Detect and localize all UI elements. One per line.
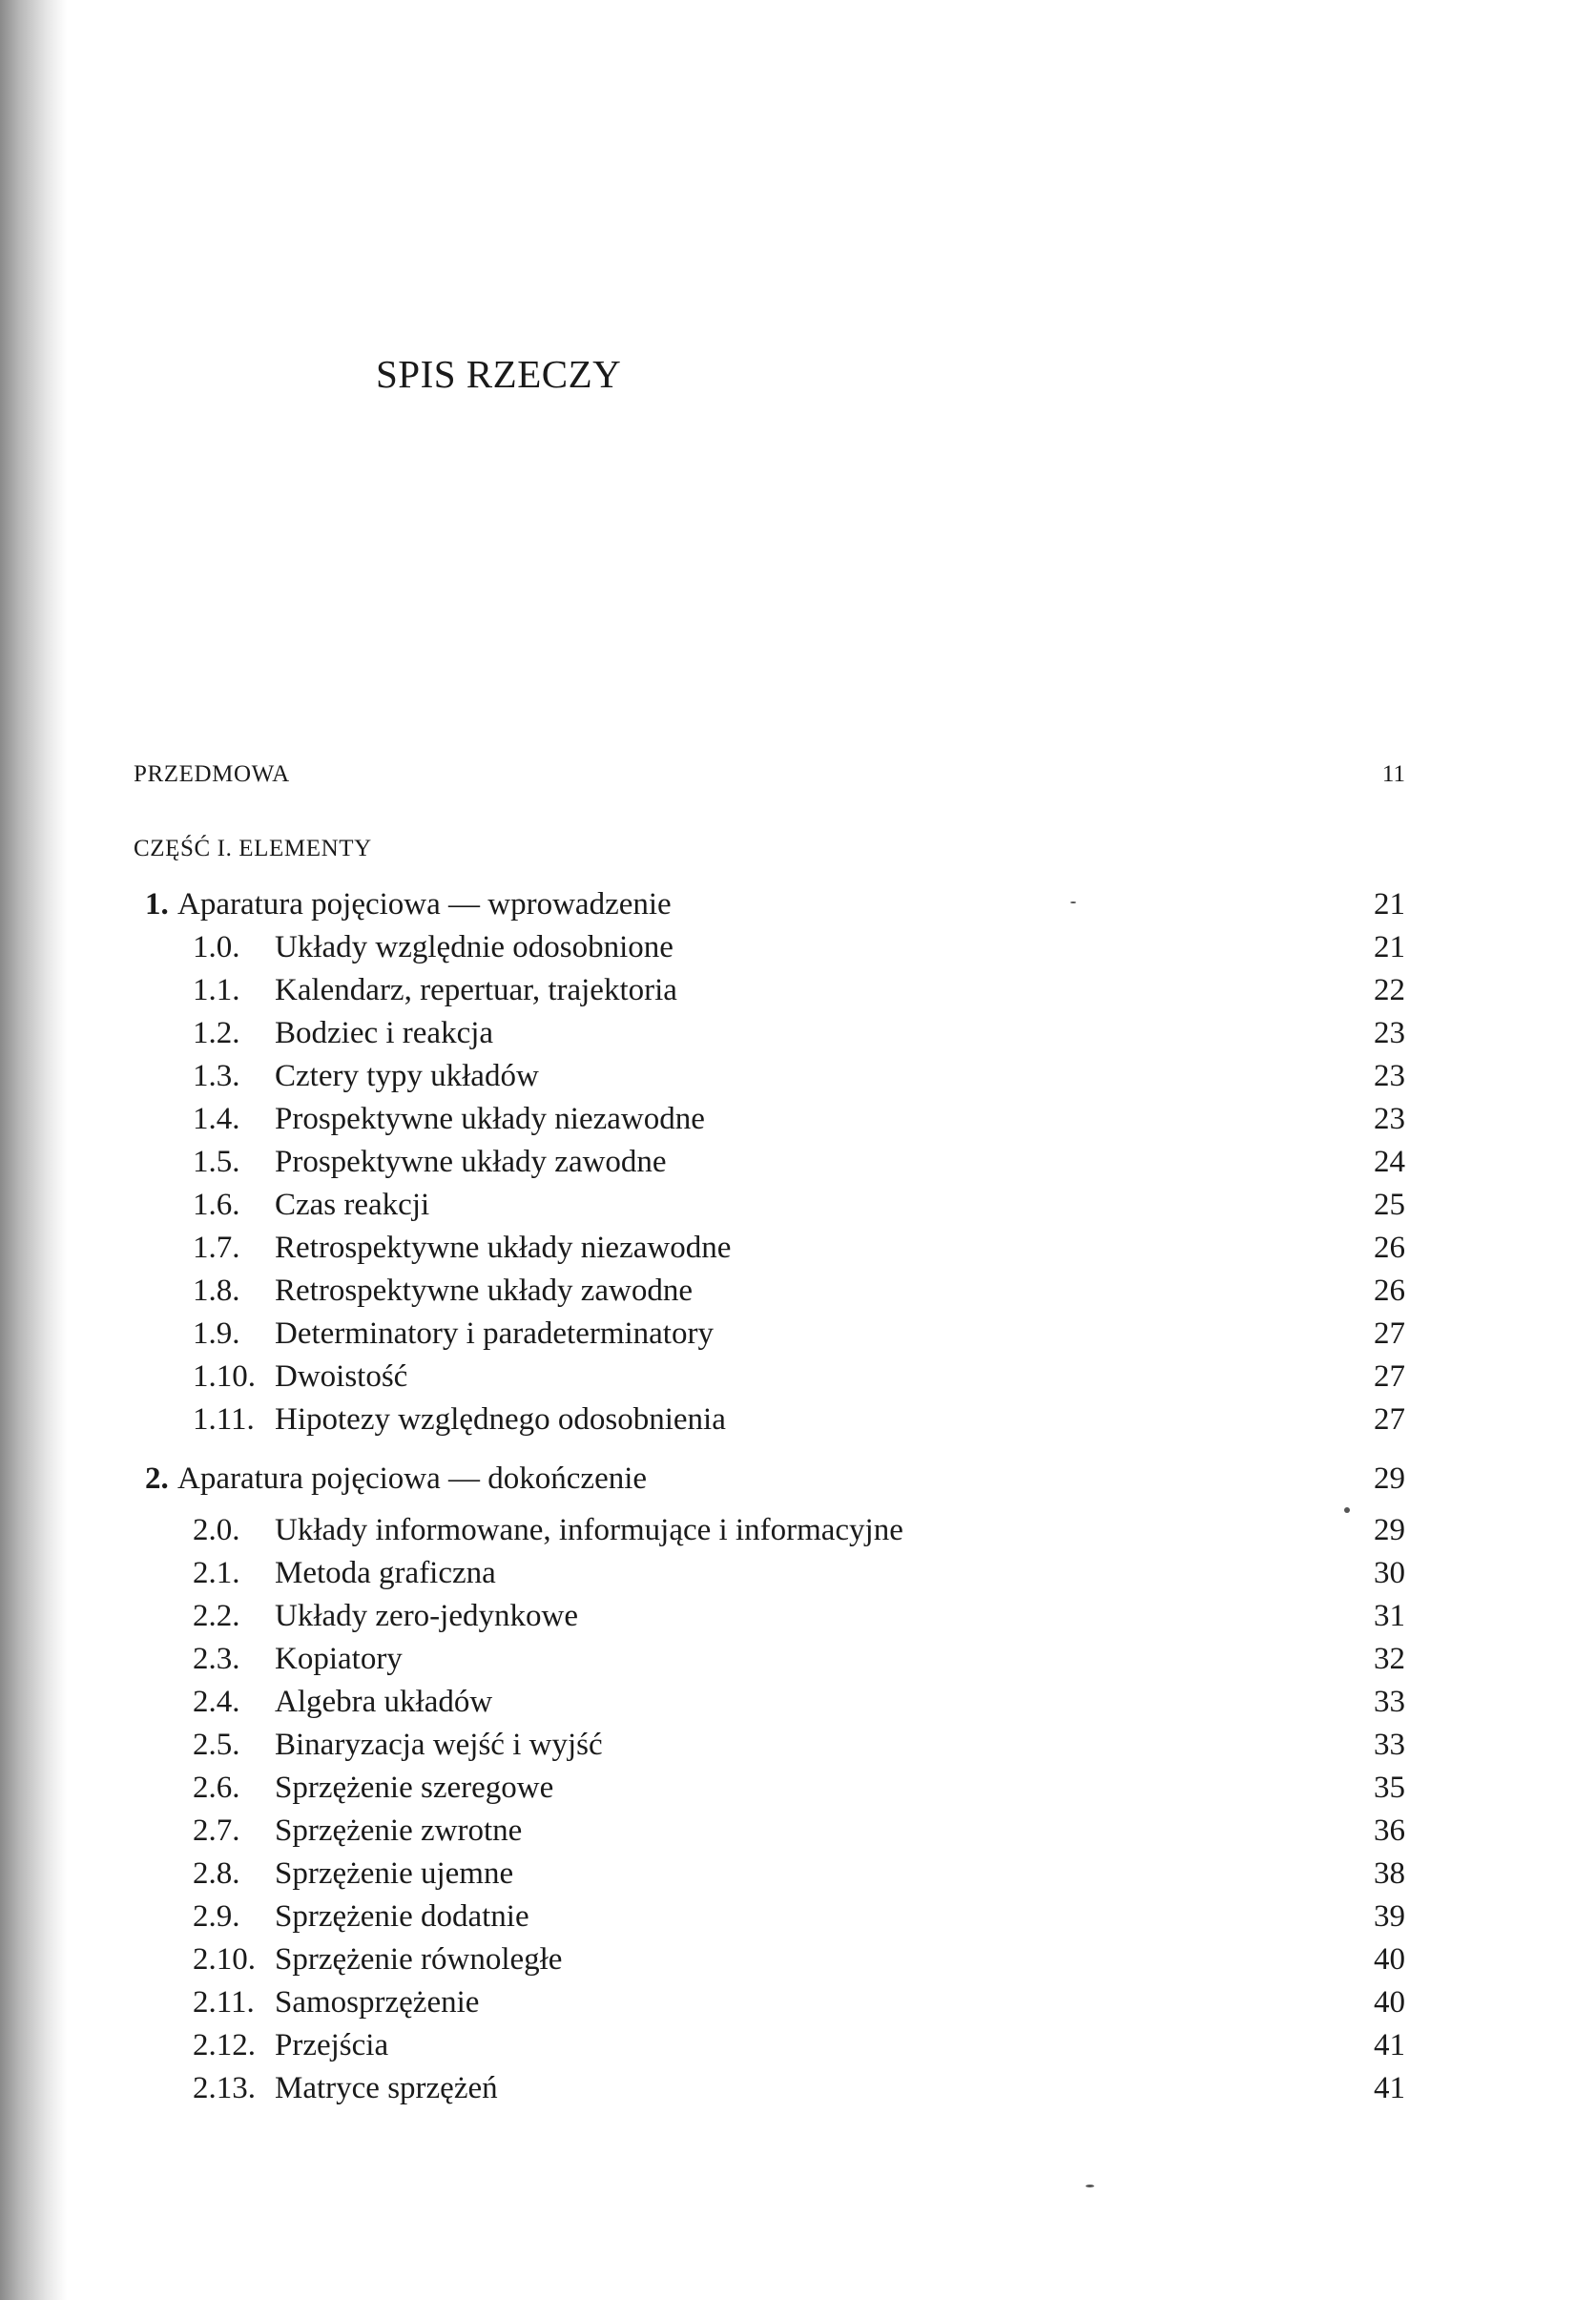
entry-number: 2.5. — [193, 1728, 240, 1762]
entry-number: 1.0. — [193, 930, 240, 964]
toc-entry-1-10[interactable] — [0, 1356, 1596, 1398]
entry-page: 33 — [1374, 1728, 1405, 1762]
toc-entry-2-4[interactable] — [0, 1681, 1596, 1723]
entry-title: Sprzężenie równoległe — [275, 1942, 563, 1977]
entry-number: 2.1. — [193, 1556, 240, 1590]
part-1-label: CZĘŚĆ I. ELEMENTY — [134, 836, 372, 861]
toc-preface[interactable] — [0, 754, 1596, 796]
entry-title: Prospektywne układy niezawodne — [275, 1102, 705, 1136]
entry-page: 27 — [1374, 1402, 1405, 1437]
entry-number: 1.11. — [193, 1402, 255, 1437]
entry-title: Algebra układów — [275, 1685, 493, 1719]
scan-speck — [1086, 2185, 1094, 2187]
toc-entry-1-3[interactable] — [0, 1055, 1596, 1097]
toc-entry-2-3[interactable] — [0, 1638, 1596, 1680]
entry-title: Kopiatory — [275, 1642, 403, 1676]
toc-entry-1-9[interactable] — [0, 1313, 1596, 1355]
entry-number: 2.6. — [193, 1771, 240, 1805]
entry-page: 23 — [1374, 1102, 1405, 1136]
entry-number: 1.6. — [193, 1188, 240, 1222]
toc-entry-2-5[interactable] — [0, 1724, 1596, 1766]
toc-entry-1-5[interactable] — [0, 1141, 1596, 1183]
preface-label: PRZEDMOWA — [134, 761, 290, 787]
entry-number: 2.9. — [193, 1899, 240, 1934]
entry-number: 2.7. — [193, 1813, 240, 1848]
toc-entry-1-1[interactable] — [0, 969, 1596, 1011]
entry-page: 26 — [1374, 1231, 1405, 1265]
entry-number: 2.11. — [193, 1985, 255, 2020]
entry-number: 1.2. — [193, 1016, 240, 1050]
toc-entry-1-6[interactable] — [0, 1184, 1596, 1226]
entry-number: 2.2. — [193, 1599, 240, 1633]
entry-page: 31 — [1374, 1599, 1405, 1633]
entry-number: 1.8. — [193, 1274, 240, 1308]
toc-entry-2-9[interactable] — [0, 1896, 1596, 1937]
entry-number: 2.12. — [193, 2028, 256, 2062]
entry-title: Układy informowane, informujące i informacyjne — [275, 1513, 903, 1547]
entry-title: Binaryzacja wejść i wyjść — [275, 1728, 603, 1762]
entry-title: Sprzężenie szeregowe — [275, 1771, 554, 1805]
entry-title: Metoda graficzna — [275, 1556, 496, 1590]
entry-title: Sprzężenie ujemne — [275, 1856, 514, 1891]
entry-number: 2.8. — [193, 1856, 240, 1891]
chapter-number: 2. — [145, 1461, 169, 1496]
entry-number: 2.10. — [193, 1942, 256, 1977]
entry-page: 36 — [1374, 1813, 1405, 1848]
entry-title: Retrospektywne układy zawodne — [275, 1274, 694, 1308]
entry-page: 23 — [1374, 1059, 1405, 1093]
toc-entry-1-7[interactable] — [0, 1227, 1596, 1269]
toc-part-1 — [0, 828, 1596, 870]
entry-number: 1.4. — [193, 1102, 240, 1136]
entry-page: 35 — [1374, 1771, 1405, 1805]
entry-title: Matryce sprzężeń — [275, 2071, 498, 2105]
entry-title: Kalendarz, repertuar, trajektoria — [275, 973, 677, 1007]
entry-page: 27 — [1374, 1359, 1405, 1394]
entry-page: 30 — [1374, 1556, 1405, 1590]
entry-number: 1.10. — [193, 1359, 256, 1394]
entry-title: Sprzężenie zwrotne — [275, 1813, 523, 1848]
entry-page: 41 — [1374, 2028, 1405, 2062]
entry-page: 24 — [1374, 1145, 1405, 1179]
entry-page: 32 — [1374, 1642, 1405, 1676]
toc-entry-1-11[interactable] — [0, 1399, 1596, 1440]
entry-page: 40 — [1374, 1942, 1405, 1977]
entry-page: 39 — [1374, 1899, 1405, 1934]
entry-number: 2.4. — [193, 1685, 240, 1719]
toc-entry-2-8[interactable] — [0, 1853, 1596, 1895]
entry-number: 1.5. — [193, 1145, 240, 1179]
preface-page: 11 — [1381, 761, 1405, 787]
toc-chapter-1[interactable] — [0, 883, 1596, 925]
entry-page: 33 — [1374, 1685, 1405, 1719]
toc-entry-1-0[interactable] — [0, 926, 1596, 968]
toc-entry-1-2[interactable] — [0, 1012, 1596, 1054]
entry-page: 38 — [1374, 1856, 1405, 1891]
chapter-title: Aparatura pojęciowa — wprowadzenie — [177, 887, 672, 922]
entry-title: Bodziec i reakcja — [275, 1016, 494, 1050]
entry-page: 41 — [1374, 2071, 1405, 2105]
toc-chapter-2[interactable] — [0, 1458, 1596, 1500]
entry-title: Układy zero-jedynkowe — [275, 1599, 578, 1633]
entry-number: 2.13. — [193, 2071, 256, 2105]
entry-title: Sprzężenie dodatnie — [275, 1899, 529, 1934]
entry-number: 1.1. — [193, 973, 240, 1007]
entry-number: 1.3. — [193, 1059, 240, 1093]
entry-title: Determinatory i paradeterminatory — [275, 1316, 714, 1351]
toc-entry-1-4[interactable] — [0, 1098, 1596, 1140]
chapter-page: 21 — [1374, 887, 1405, 922]
toc-entry-2-10[interactable] — [0, 1938, 1596, 1980]
scan-speck — [1344, 1507, 1350, 1513]
toc-entry-1-8[interactable] — [0, 1270, 1596, 1312]
entry-page: 40 — [1374, 1985, 1405, 2020]
entry-number: 2.0. — [193, 1513, 240, 1547]
toc-entry-2-13[interactable] — [0, 2067, 1596, 2109]
entry-number: 1.7. — [193, 1231, 240, 1265]
entry-title: Cztery typy układów — [275, 1059, 539, 1093]
toc-entry-2-2[interactable] — [0, 1595, 1596, 1637]
entry-page: 25 — [1374, 1188, 1405, 1222]
chapter-page: 29 — [1374, 1461, 1405, 1496]
scan-speck — [1070, 901, 1076, 903]
entry-page: 29 — [1374, 1513, 1405, 1547]
entry-page: 21 — [1374, 930, 1405, 964]
page-title: SPIS RZECZY — [376, 352, 622, 396]
entry-page: 22 — [1374, 973, 1405, 1007]
toc-entry-2-6[interactable] — [0, 1767, 1596, 1809]
chapter-title: Aparatura pojęciowa — dokończenie — [177, 1461, 648, 1496]
entry-title: Czas reakcji — [275, 1188, 430, 1222]
entry-title: Dwoistość — [275, 1359, 408, 1394]
chapter-number: 1. — [145, 887, 169, 922]
entry-title: Przejścia — [275, 2028, 389, 2062]
toc-entry-2-0[interactable] — [0, 1509, 1596, 1551]
toc-entry-2-1[interactable] — [0, 1552, 1596, 1594]
entry-page: 23 — [1374, 1016, 1405, 1050]
toc-entry-2-7[interactable] — [0, 1810, 1596, 1852]
entry-title: Układy względnie odosobnione — [275, 930, 674, 964]
entry-title: Samosprzężenie — [275, 1985, 480, 2020]
entry-number: 2.3. — [193, 1642, 240, 1676]
entry-title: Retrospektywne układy niezawodne — [275, 1231, 732, 1265]
entry-page: 27 — [1374, 1316, 1405, 1351]
entry-page: 26 — [1374, 1274, 1405, 1308]
entry-title: Prospektywne układy zawodne — [275, 1145, 667, 1179]
entry-title: Hipotezy względnego odosobnienia — [275, 1402, 726, 1437]
entry-number: 1.9. — [193, 1316, 240, 1351]
toc-entry-2-11[interactable] — [0, 1981, 1596, 2023]
toc-entry-2-12[interactable] — [0, 2024, 1596, 2066]
